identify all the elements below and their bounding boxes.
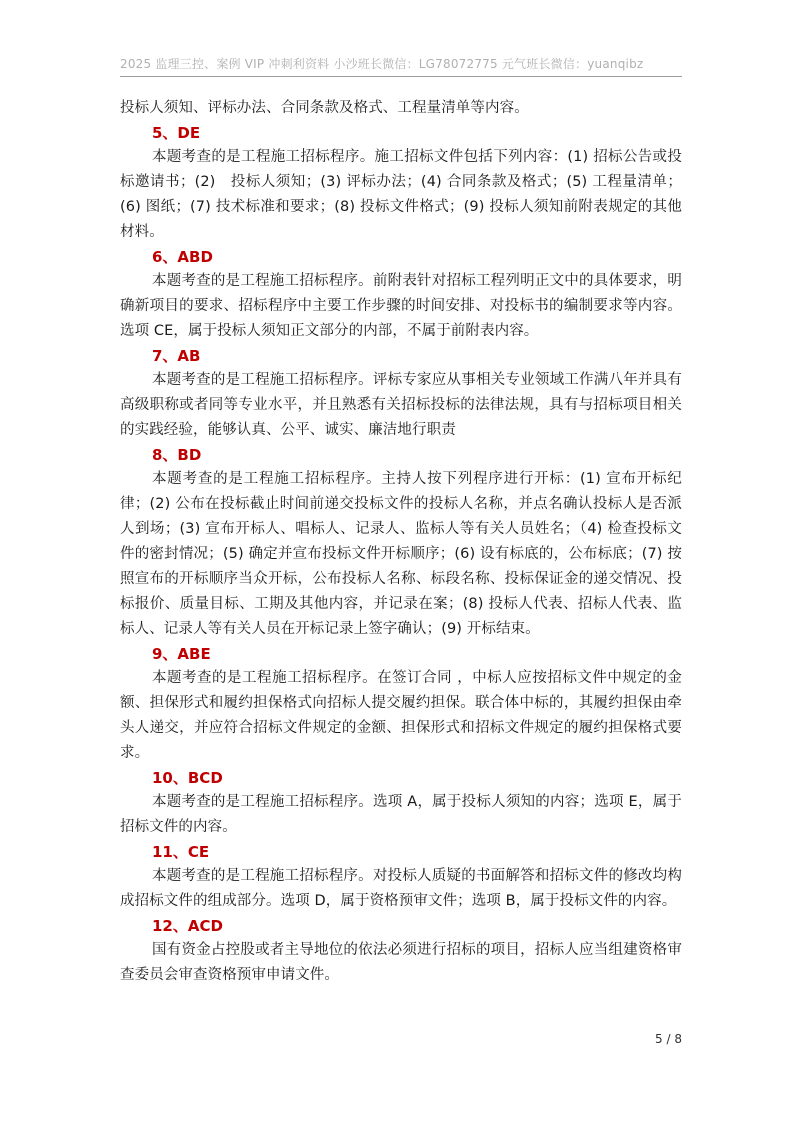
answer-item-6 — [120, 245, 682, 344]
answer-item-5 — [120, 121, 682, 245]
answer-explanation: 本题考查的是工程施工招标程序。施工招标文件包括下列内容：(1) 招标公告或投标邀请书；(2) 投标人须知；(3) 评标办法；(4) 合同条款及格式；(5) 工程量清单；(6) 图纸；(7) 技术标准和要求；(8) 投标文件格式；(9) 投标人须知前附表规定的其他材料。 — [120, 149, 682, 240]
answer-label: 8、BD — [152, 446, 202, 464]
answer-label: 9、ABE — [152, 645, 211, 663]
page-number: 5 / 8 — [655, 1032, 682, 1046]
answer-label: 7、AB — [152, 347, 201, 365]
answer-item-9 — [120, 642, 682, 766]
answer-explanation: 本题考查的是工程施工招标程序。前附表针对招标工程列明正文中的具体要求，明确新项目的要求、招标程序中主要工作步骤的时间安排、对投标书的编制要求等内容。选项 CE，属于投标人须知正文部分的内部，不属于前附表内容。 — [120, 273, 682, 339]
answer-label: 11、CE — [152, 843, 210, 861]
answer-item-8 — [120, 443, 682, 642]
answer-item-7 — [120, 344, 682, 443]
page-content — [120, 96, 682, 988]
answer-item-11 — [120, 840, 682, 914]
header-divider — [120, 76, 682, 77]
answer-item-12 — [120, 914, 682, 988]
answer-explanation: 本题考查的是工程施工招标程序。选项 A，属于投标人须知的内容；选项 E，属于招标文件的内容。 — [120, 794, 682, 835]
page-header: 2025 监理三控、案例 VIP 冲刺利资料 小沙班长微信：LG78072775 元气班长微信：yuanqibz — [120, 57, 644, 71]
answer-explanation: 本题考查的是工程施工招标程序。主持人按下列程序进行开标：(1) 宣布开标纪律；(2) 公布在投标截止时间前递交投标文件的投标人名称，并点名确认投标人是否派人到场；(3) 宣布开标人、唱标人、记录人、监标人等有关人员姓名；（4) 检查投标文件的密封情况；(5) 确定并宣布投标文件开标顺序；(6) 设有标底的，公布标底；(7) 按照宣布的开标顺序当众开标，公布投标人名称、标段名称、投标保证金的递交情况、投标报价、质量目标、工期及其他内容，并记录在案；(8) 投标人代表、招标人代表、监标人、记录人等有关人员在开标记录上签字确认；(9) 开标结束。 — [120, 471, 682, 637]
answer-label: 12、ACD — [152, 917, 223, 935]
answer-explanation: 国有资金占控股或者主导地位的依法必须进行招标的项目，招标人应当组建资格审查委员会审查资格预审申请文件。 — [120, 942, 682, 983]
answer-item-10 — [120, 766, 682, 840]
answer-explanation: 本题考查的是工程施工招标程序。在签订合同 ，中标人应按招标文件中规定的金额、担保形式和履约担保格式向招标人提交履约担保。联合体中标的，其履约担保由牵头人递交，并应符合招标文件规定的金额、担保形式和招标文件规定的履约担保格式要求。 — [120, 670, 682, 761]
answer-label: 5、DE — [152, 124, 201, 142]
answer-label: 6、ABD — [152, 248, 213, 266]
answer-label: 10、BCD — [152, 769, 223, 787]
answer-explanation: 本题考查的是工程施工招标程序。评标专家应从事相关专业领域工作满八年并具有高级职称或者同等专业水平，并且熟悉有关招标投标的法律法规，具有与招标项目相关的实践经验，能够认真、公平、诚实、廉洁地行职责 — [120, 372, 682, 438]
continuation-text: 投标人须知、评标办法、合同条款及格式、工程量清单等内容。 — [120, 100, 529, 116]
answer-explanation: 本题考查的是工程施工招标程序。对投标人质疑的书面解答和招标文件的修改均构成招标文件的组成部分。选项 D，属于资格预审文件；选项 B，属于投标文件的内容。 — [120, 868, 682, 909]
